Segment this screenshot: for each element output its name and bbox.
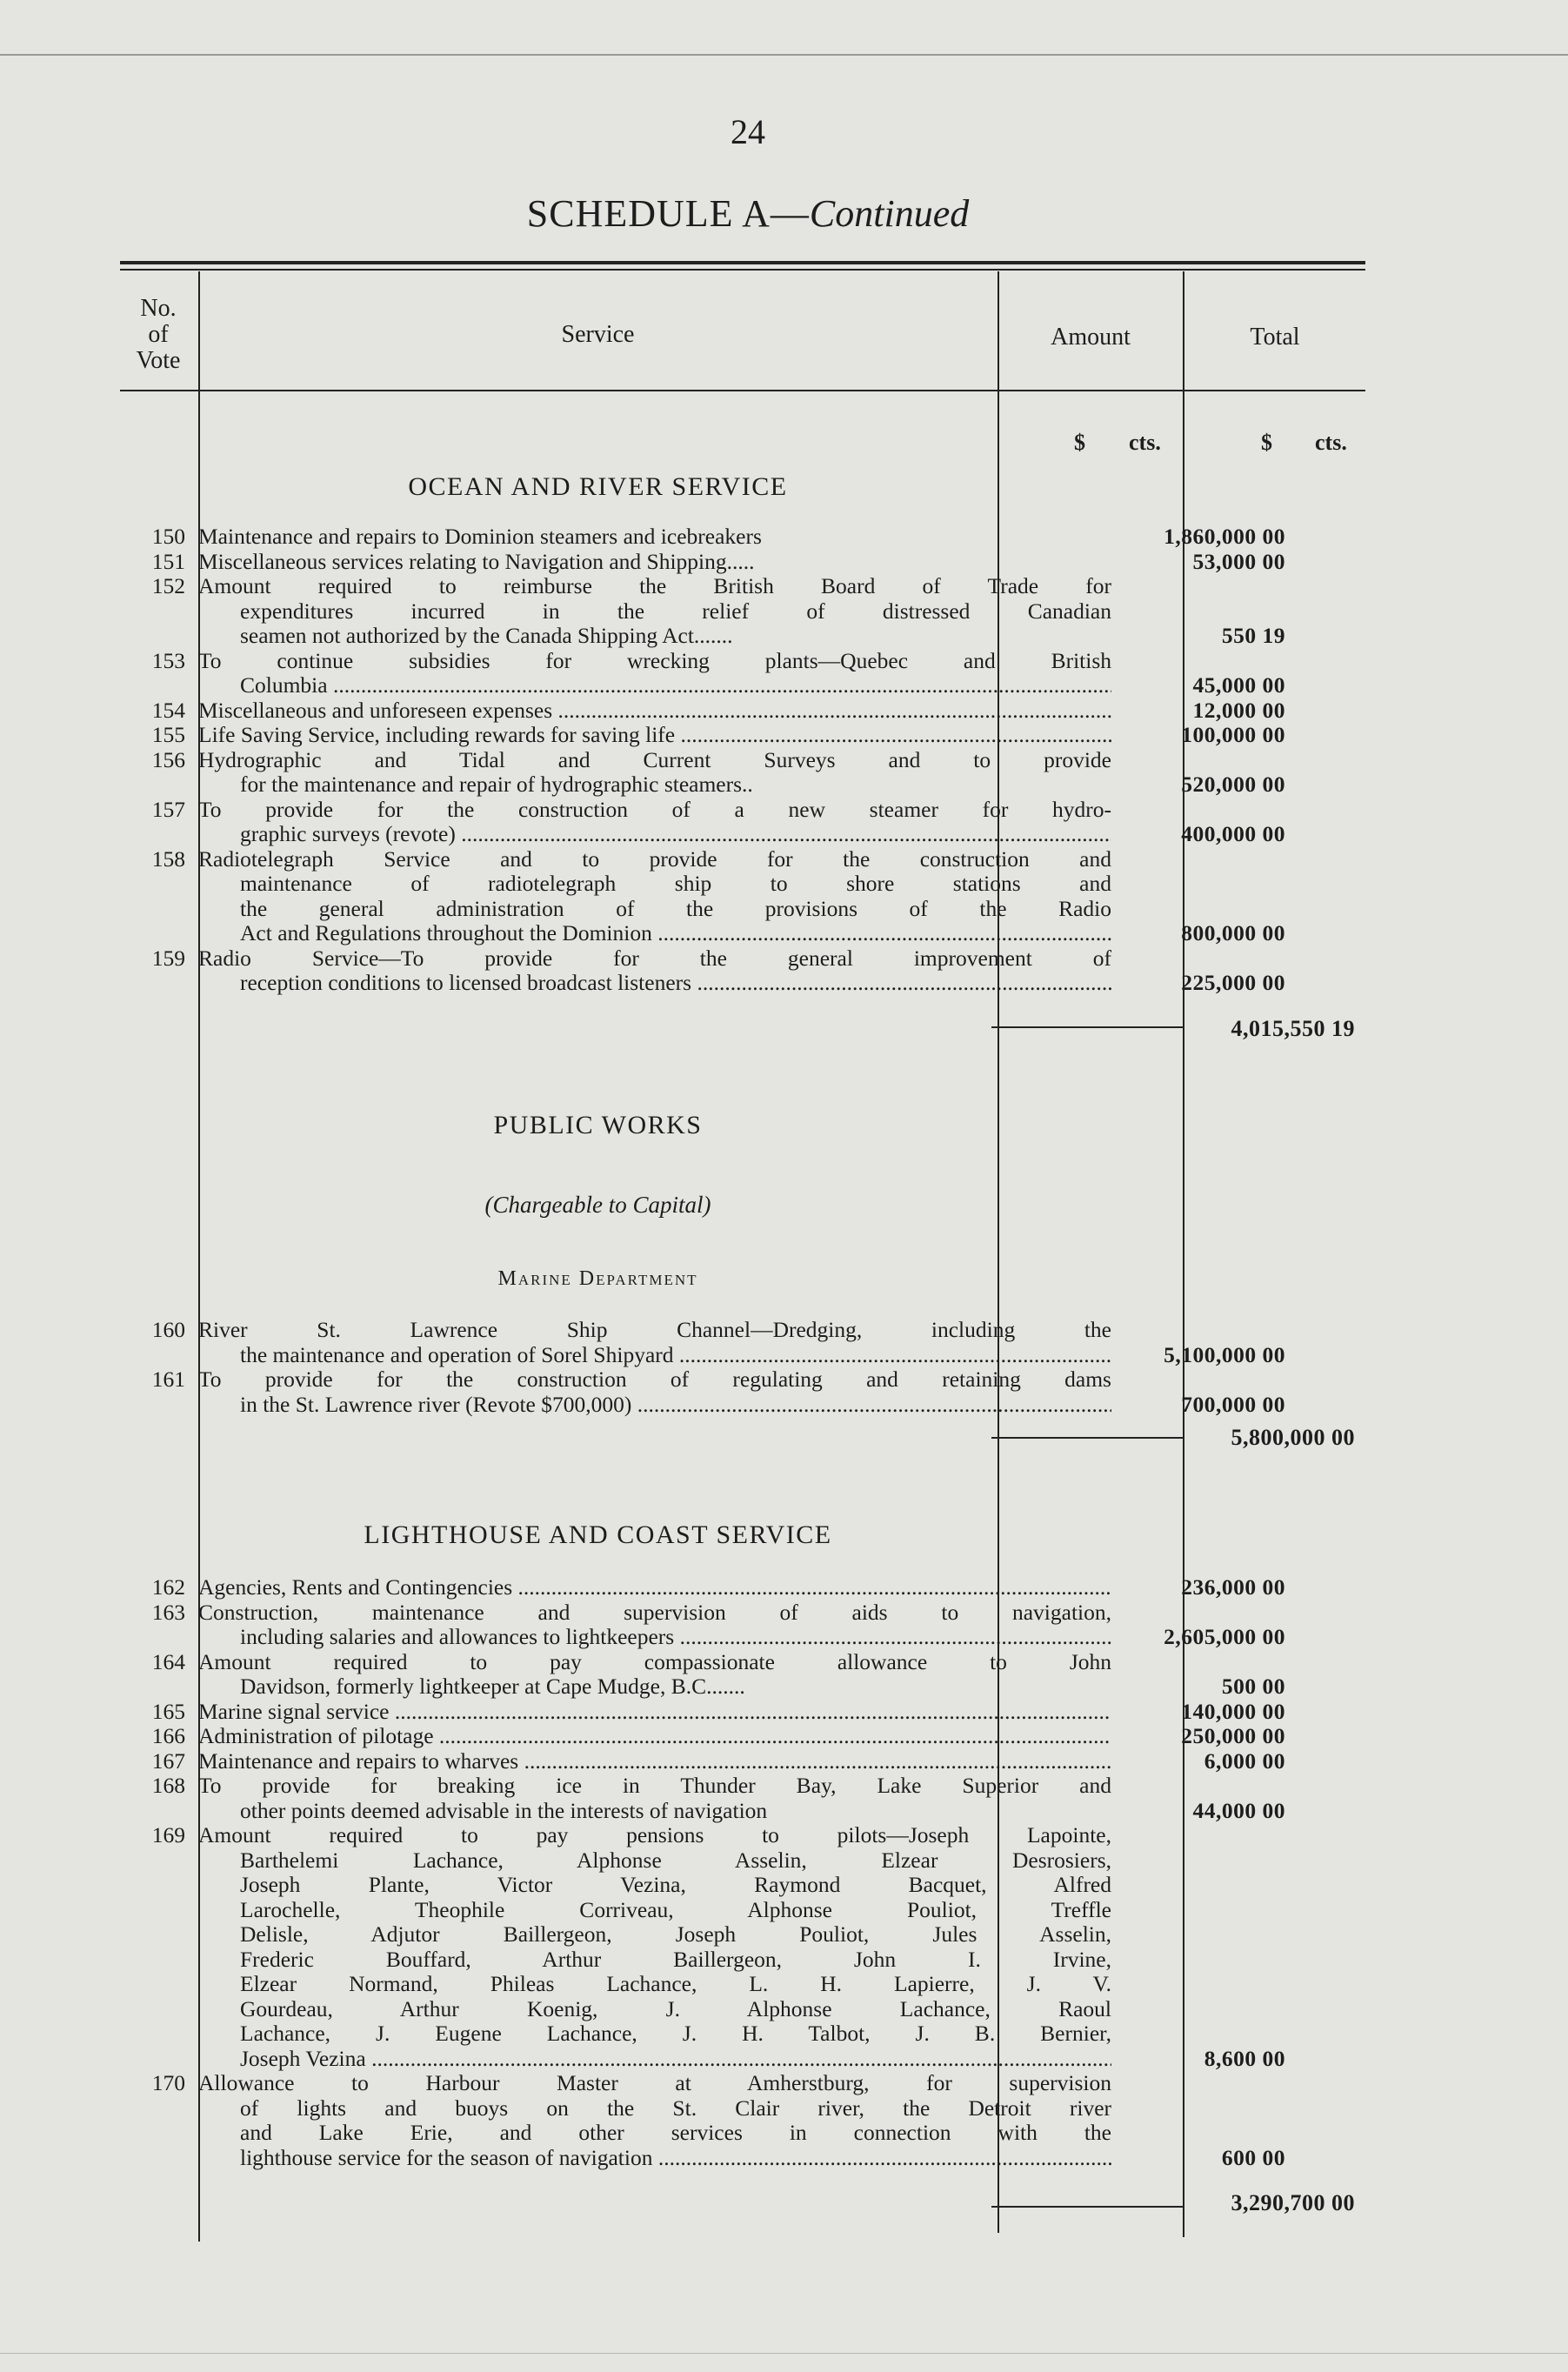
description-line: Administration of pilotage ..... <box>198 1724 1111 1749</box>
amount-value: 2,605,000 00 <box>1164 1624 1285 1649</box>
header-vote-line: No. <box>140 295 177 322</box>
department-heading: Marine Department <box>497 1267 698 1290</box>
description-line: of lights and buoys on the St. Clair river, the Detroit river <box>240 2095 1111 2121</box>
description-line: Marine signal service ..... <box>198 1700 1111 1725</box>
vote-number: 164 <box>151 1648 185 1674</box>
amount-value: 225,000 00 <box>1181 970 1285 995</box>
amount-value: 800,000 00 <box>1181 920 1285 945</box>
service-description <box>198 723 1111 748</box>
description-line: To continue subsidies for wrecking plants—Quebec and British <box>198 648 1111 673</box>
amount-value: 700,000 00 <box>1181 1391 1285 1417</box>
section-total-ocean-river: 4,015,550 19 <box>1231 1016 1355 1041</box>
subtotal-rule-ocean-river <box>991 1026 1183 1028</box>
description-line: Frederic Bouffard, Arthur Baillergeon, John I. Irvine, <box>240 1947 1111 1972</box>
service-description <box>198 748 1111 798</box>
page-number: 24 <box>731 112 765 151</box>
description-line: Gourdeau, Arthur Koenig, J. Alphonse Lachance, Raoul <box>240 1996 1111 2021</box>
description-line: in the St. Lawrence river (Revote $700,000) ..... <box>198 1393 1111 1418</box>
section-title-ocean-river: OCEAN AND RIVER SERVICE <box>408 472 788 501</box>
header-amount: Amount <box>1051 324 1131 351</box>
table-top-rule-inner <box>120 269 1365 271</box>
service-description <box>198 2071 1111 2170</box>
header-vote <box>120 296 197 374</box>
description-line: Lachance, J. Eugene Lachance, J. H. Talbot, J. B. Bernier, <box>240 2021 1111 2046</box>
description-line: expenditures incurred in the relief of distressed Canadian <box>240 598 1111 624</box>
description-line: Amount required to pay pensions to pilots—Joseph Lapointe, <box>198 1823 1111 1847</box>
description-line: Miscellaneous and unforeseen expenses ..... <box>198 698 1111 724</box>
description-line: To provide for the construction of a new steamer for hydro- <box>198 797 1111 822</box>
vote-number: 150 <box>151 524 185 549</box>
description-line: lighthouse service for the season of navigation ..... <box>198 2146 1111 2171</box>
table-top-rule <box>120 261 1365 264</box>
description-line: Radio Service—To provide for the general improvement of <box>198 945 1111 971</box>
total-dollar-sign: $ <box>1261 430 1272 455</box>
description-line: Barthelemi Lachance, Alphonse Asselin, Elzear Desrosiers, <box>240 1847 1111 1873</box>
vote-number: 161 <box>151 1366 185 1392</box>
vote-number: 166 <box>151 1723 185 1748</box>
amount-value: 5,100,000 00 <box>1164 1341 1285 1367</box>
amount-value: 6,000 00 <box>1204 1747 1285 1774</box>
service-description <box>198 649 1111 698</box>
description-line: Davidson, formerly lightkeeper at Cape Mudge, B.C....... <box>240 1674 745 1699</box>
service-description <box>198 1600 1111 1650</box>
vote-number: 170 <box>151 2070 185 2095</box>
description-line: the maintenance and operation of Sorel Shipyard ..... <box>198 1343 1111 1368</box>
description-line: seamen not authorized by the Canada Shipping Act....... <box>240 624 733 648</box>
amount-value: 236,000 00 <box>1181 1574 1285 1600</box>
service-description <box>198 1650 1111 1700</box>
amount-value: 53,000 00 <box>1192 548 1285 574</box>
description-line: for the maintenance and repair of hydrographic steamers.. <box>240 772 753 797</box>
vote-number: 159 <box>151 945 185 971</box>
amount-value: 12,000 00 <box>1192 697 1285 723</box>
description-line: Radiotelegraph Service and to provide for the construction and <box>198 846 1111 872</box>
vote-number: 165 <box>151 1698 185 1724</box>
description-line: Maintenance and repairs to Dominion steamers and icebreakers <box>198 525 762 549</box>
section-title-public-works: PUBLIC WORKS <box>493 1111 703 1139</box>
vote-number: 151 <box>151 548 185 574</box>
amount-value: 100,000 00 <box>1181 722 1285 747</box>
description-line: graphic surveys (revote) ..... <box>198 822 1111 847</box>
header-bottom-rule <box>120 390 1365 391</box>
amount-value: 600 00 <box>1221 2144 1285 2170</box>
vote-number: 160 <box>151 1317 185 1342</box>
description-line: Joseph Vezina ..... <box>198 2047 1111 2072</box>
header-vote-line: Vote <box>136 347 181 374</box>
subtotal-rule-lighthouse-coast <box>991 2206 1183 2208</box>
amount-value: 1,860,000 00 <box>1164 524 1285 549</box>
vote-number: 155 <box>151 722 185 747</box>
description-line: the general administration of the provisions of the Radio <box>240 896 1111 921</box>
amount-value: 8,600 00 <box>1204 2045 1285 2071</box>
total-cents-label: cts. <box>1315 430 1347 455</box>
vote-number: 157 <box>151 796 185 822</box>
description-line: Agencies, Rents and Contingencies ..... <box>198 1575 1111 1600</box>
amount-value: 250,000 00 <box>1181 1723 1285 1748</box>
page-bottom-edge <box>0 2353 1568 2354</box>
description-line: Miscellaneous services relating to Navigation and Shipping..... <box>198 549 755 574</box>
page-top-edge <box>0 54 1568 56</box>
description-line: To provide for breaking ice in Thunder Bay, Lake Superior and <box>198 1774 1111 1798</box>
description-line: River St. Lawrence Ship Channel—Dredging, including the <box>198 1318 1111 1342</box>
service-description <box>198 550 1111 575</box>
amount-value: 44,000 00 <box>1192 1797 1285 1823</box>
amount-value: 45,000 00 <box>1192 672 1285 698</box>
service-description <box>198 574 1111 649</box>
service-description <box>198 1724 1111 1749</box>
description-line: Elzear Normand, Phileas Lachance, L. H. Lapierre, J. V. <box>240 1972 1111 1996</box>
vote-number: 158 <box>151 845 185 872</box>
vote-number: 156 <box>151 746 185 772</box>
service-description <box>198 525 1111 550</box>
service-description <box>198 1318 1111 1367</box>
description-line: Amount required to pay compassionate allowance to John <box>198 1649 1111 1674</box>
vote-number: 154 <box>151 697 185 723</box>
amount-value: 520,000 00 <box>1181 772 1285 797</box>
header-vote-line: of <box>148 321 169 348</box>
service-description <box>198 698 1111 724</box>
title-continued: Continued <box>809 192 970 235</box>
description-line: other points deemed advisable in the interests of navigation <box>240 1798 768 1823</box>
description-line: Delisle, Adjutor Baillergeon, Joseph Pouliot, Jules Asselin, <box>240 1922 1111 1947</box>
description-line: Construction, maintenance and supervision of aids to navigation, <box>198 1600 1111 1625</box>
service-description <box>198 798 1111 847</box>
amount-value: 550 19 <box>1221 623 1285 648</box>
section-total-public-works: 5,800,000 00 <box>1231 1425 1355 1450</box>
description-line: To provide for the construction of regulating and retaining dams <box>198 1367 1111 1392</box>
description-line: maintenance of radiotelegraph ship to shore stations and <box>240 872 1111 896</box>
vote-number: 168 <box>151 1773 185 1798</box>
section-subtitle-capital: (Chargeable to Capital) <box>484 1192 711 1218</box>
service-description <box>198 946 1111 996</box>
vote-number: 167 <box>151 1747 185 1774</box>
vote-number: 152 <box>151 573 185 598</box>
service-description <box>198 1823 1111 2071</box>
service-description <box>198 847 1111 946</box>
amount-value: 500 00 <box>1221 1674 1285 1699</box>
section-total-lighthouse-coast: 3,290,700 00 <box>1231 2190 1355 2215</box>
vote-number: 169 <box>151 1822 185 1847</box>
description-line: Allowance to Harbour Master at Amherstburg, for supervision <box>198 2071 1111 2095</box>
header-service: Service <box>561 321 635 348</box>
description-line: Act and Regulations throughout the Dominion ..... <box>198 921 1111 946</box>
page-title: SCHEDULE A—Continued <box>526 192 970 235</box>
header-total: Total <box>1250 324 1300 351</box>
vote-number: 163 <box>151 1599 185 1625</box>
description-line: and Lake Erie, and other services in connection with the <box>240 2121 1111 2145</box>
service-description <box>198 1774 1111 1823</box>
description-line: Maintenance and repairs to wharves ..... <box>198 1749 1111 1774</box>
amount-value: 400,000 00 <box>1181 821 1285 846</box>
description-line: Hydrographic and Tidal and Current Surveys and to provide <box>198 747 1111 772</box>
service-description <box>198 1700 1111 1725</box>
description-line: Larochelle, Theophile Corriveau, Alphonse Pouliot, Treffle <box>240 1897 1111 1922</box>
amount-dollar-sign: $ <box>1074 430 1085 455</box>
title-main: SCHEDULE A <box>526 192 771 235</box>
service-description <box>198 1575 1111 1600</box>
description-line: Joseph Plante, Victor Vezina, Raymond Bacquet, Alfred <box>240 1873 1111 1897</box>
description-line: reception conditions to licensed broadcast listeners ..... <box>198 971 1111 996</box>
description-line: Life Saving Service, including rewards for saving life ..... <box>198 723 1111 748</box>
vote-number: 153 <box>151 647 185 673</box>
service-description <box>198 1367 1111 1417</box>
amount-cents-label: cts. <box>1129 430 1161 455</box>
amount-value: 140,000 00 <box>1181 1698 1285 1724</box>
subtotal-rule-public-works <box>991 1437 1183 1439</box>
description-line: including salaries and allowances to lightkeepers ..... <box>198 1625 1111 1650</box>
description-line: Columbia ..... <box>198 673 1111 698</box>
service-description <box>198 1749 1111 1774</box>
description-line: Amount required to reimburse the British Board of Trade for <box>198 574 1111 598</box>
vote-number: 162 <box>151 1574 185 1600</box>
section-title-lighthouse-coast: LIGHTHOUSE AND COAST SERVICE <box>364 1520 832 1549</box>
